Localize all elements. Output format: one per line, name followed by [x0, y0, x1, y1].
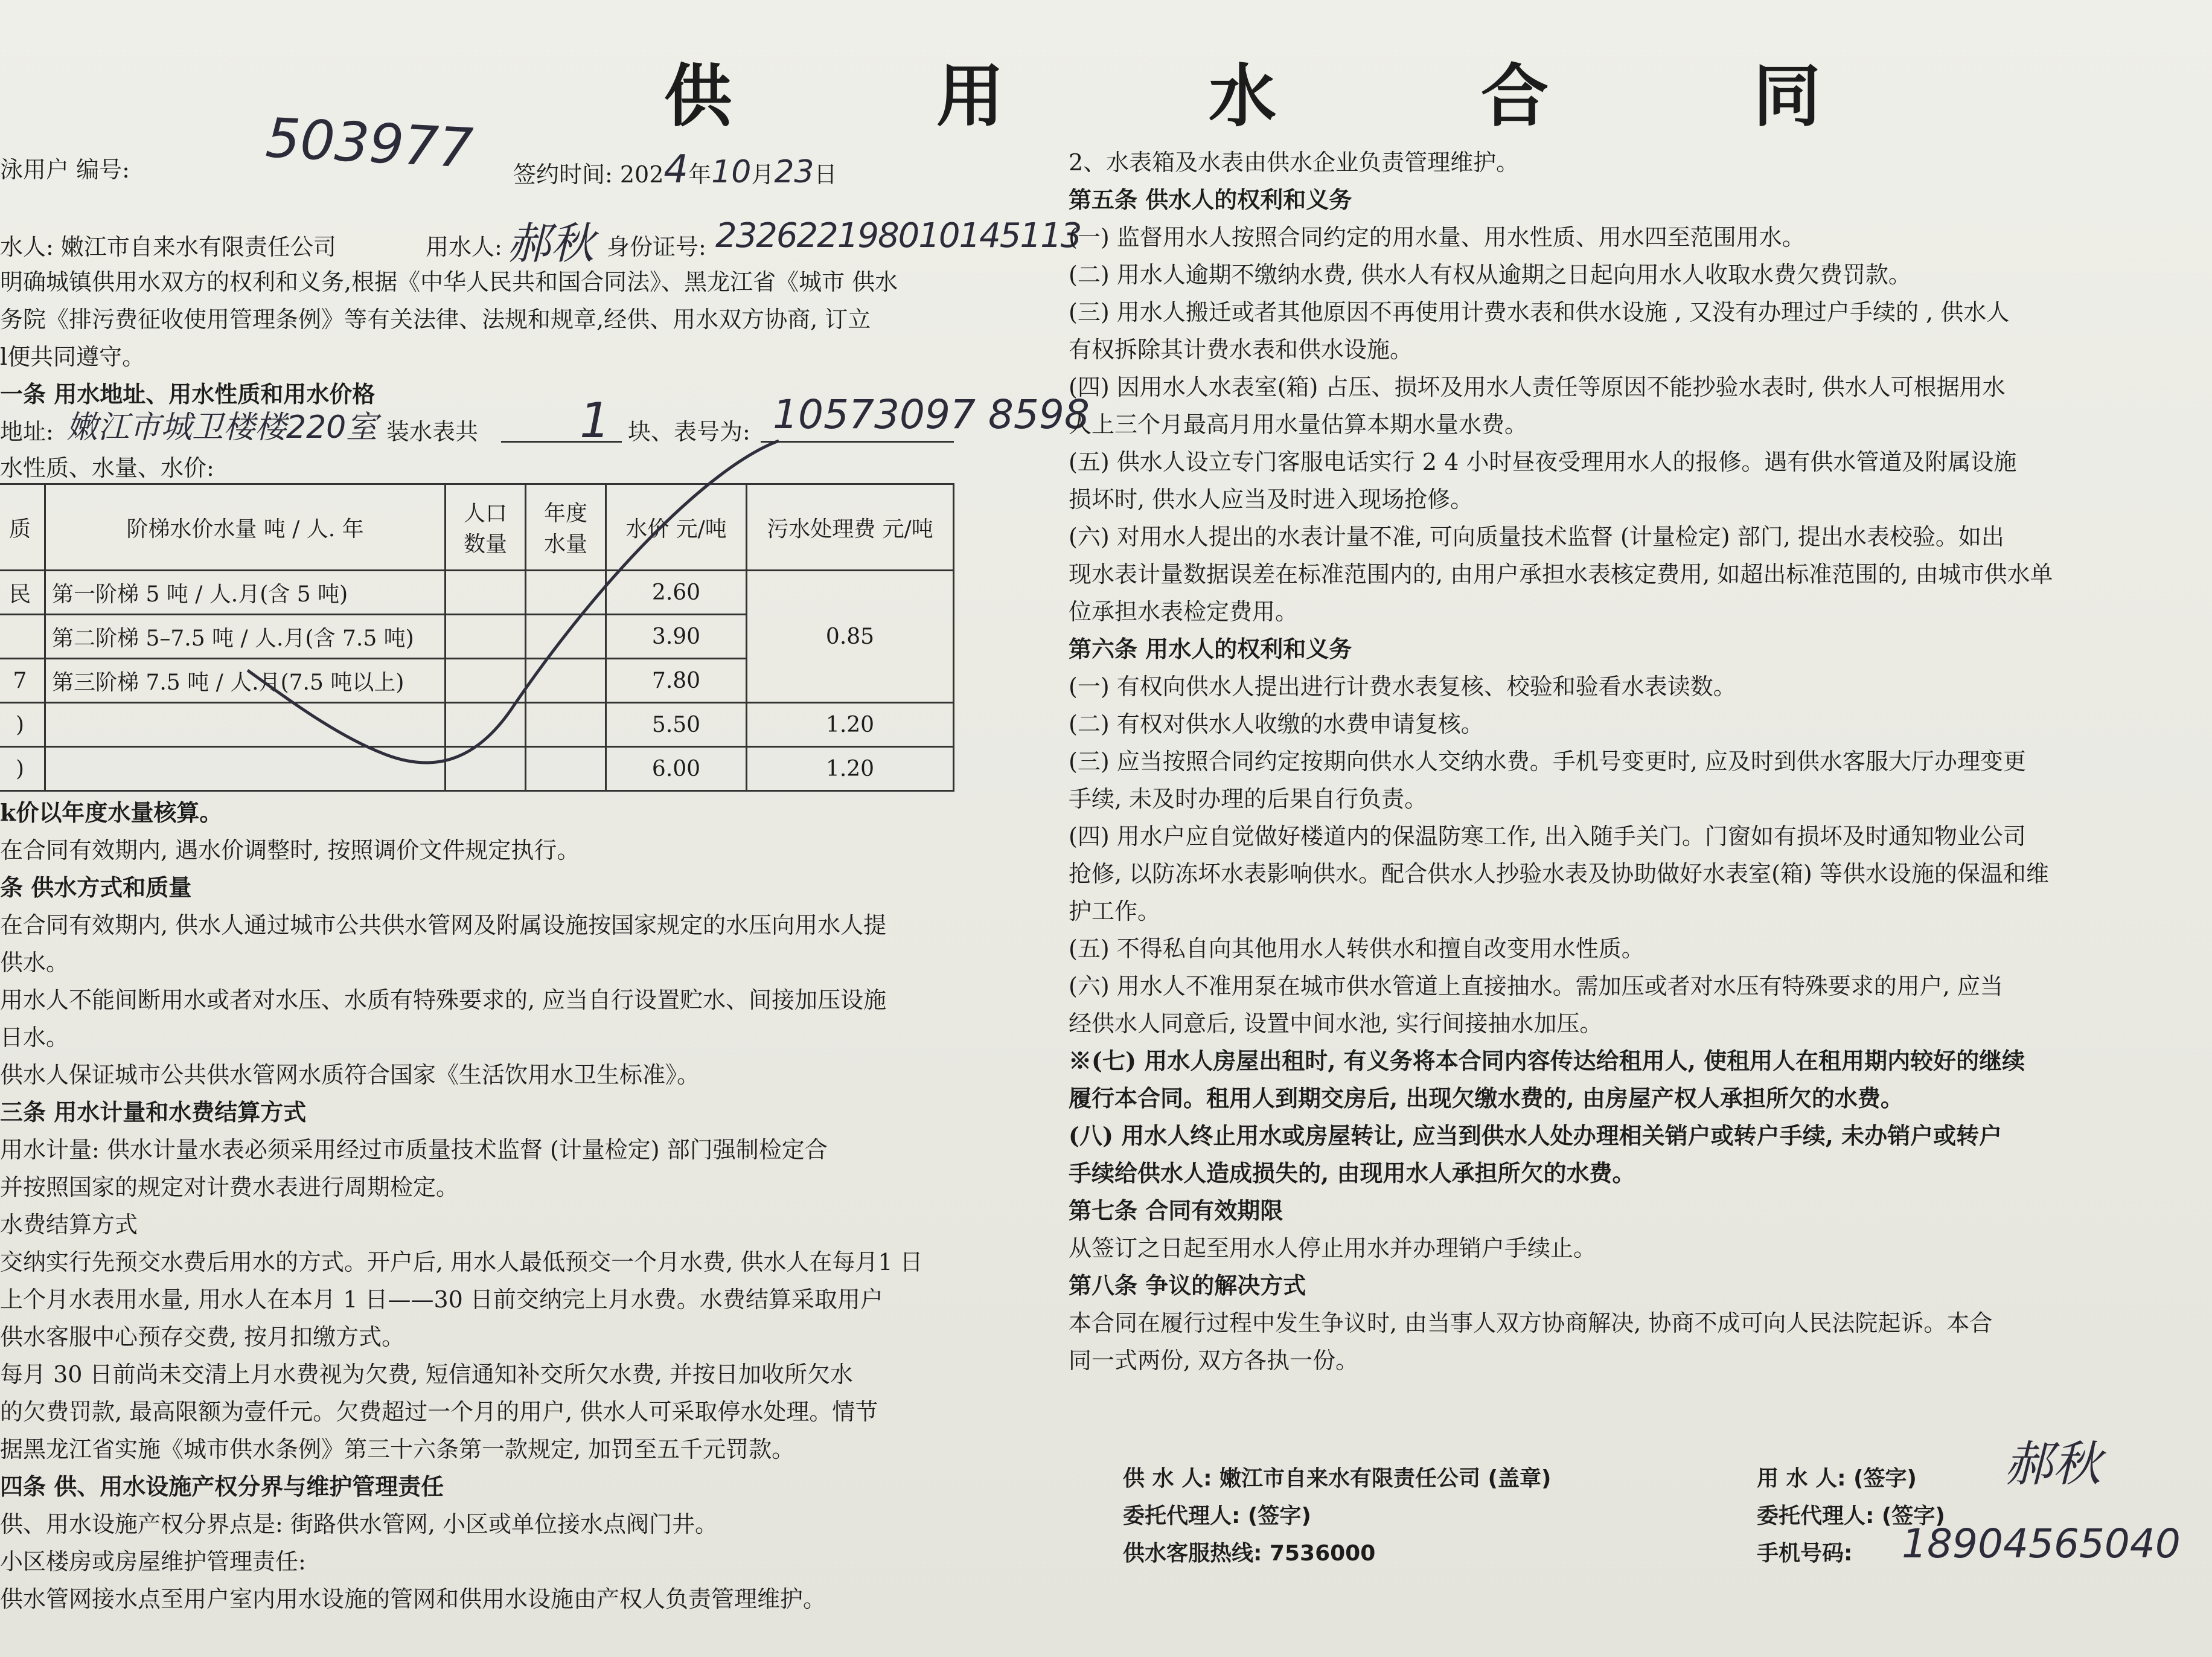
header-cell: 年度 水量 — [526, 484, 606, 571]
table-cell: 1.20 — [747, 747, 954, 791]
right-column-text — [1069, 144, 2167, 1379]
phone-number-handwritten: 18904565040 — [1902, 1521, 2181, 1567]
user-label: 用水人: — [426, 234, 502, 260]
body-line: (三) 用水人搬迁或者其他原因不再使用计费水表和供水设施 , 又没有办理过户手续的 , 供水人 — [1069, 299, 2010, 325]
body-line: 的欠费罚款, 最高限额为壹仟元。欠费超过一个月的用户, 供水人可采取停水处理。情节 — [0, 1399, 878, 1425]
body-line: (二) 有权对供水人收缴的水费申请复核。 — [1069, 711, 1484, 737]
body-line: 手续, 未及时办理的后果自行负责。 — [1069, 786, 1428, 812]
section-heading: 第五条 供水人的权利和义务 — [1069, 186, 1352, 213]
body-line: 供水。 — [0, 949, 69, 976]
intro-line: 务院《排污费征收使用管理条例》等有关法律、法规和规章,经供、用水双方协商, 订立 — [0, 306, 871, 333]
body-line: 人上三个月最高月用水量估算本期水量水费。 — [1069, 411, 1528, 438]
table-cell — [0, 615, 45, 659]
body-line: 现水表计量数据误差在标准范围内的, 由用户承担水表核定费用, 如超出标准范围的, 由城市供水单 — [1069, 561, 2053, 588]
body-line: (四) 用水户应自觉做好楼道内的保温防寒工作, 出入随手关门。门窗如有损坏及时通知物业公司 — [1069, 823, 2026, 850]
table-cell: 6.00 — [606, 747, 747, 791]
body-line: (一) 监督用水人按照合同约定的用水量、用水性质、用水四至范围用水。 — [1069, 224, 1805, 251]
body-line: 每月 30 日前尚未交清上月水费视为欠费, 短信通知补交所欠水费, 并按日加收所欠水 — [0, 1361, 853, 1388]
account-label: 泳用户 编号: — [0, 156, 130, 183]
address-label: 地址: — [0, 418, 54, 445]
id-number-handwritten: 232622198010145113 — [715, 216, 1081, 255]
section-heading: (八) 用水人终止用水或房屋转让, 应当到供水人处办理相关销户或转户手续, 未办销户或转户 — [1069, 1122, 2003, 1149]
account-number-handwritten: 503977 — [264, 106, 475, 181]
section-heading: 第七条 合同有效期限 — [1069, 1197, 1283, 1224]
body-line: 小区楼房或房屋维护管理责任: — [0, 1548, 306, 1575]
phone-label: 手机号码: — [1757, 1541, 1853, 1566]
meter-count-label: 装水表共 — [386, 418, 479, 445]
body-line: (一) 有权向供水人提出进行计费水表复核、校验和验看水表读数。 — [1069, 673, 1736, 700]
user-signature-handwritten: 郝秋 — [2004, 1436, 2101, 1492]
table-cell: 1.20 — [747, 703, 954, 747]
hotline-line: 供水客服热线: 7536000 — [1123, 1541, 1376, 1566]
body-line: 水费结算方式 — [0, 1211, 138, 1238]
table-cell: ) — [0, 703, 45, 747]
body-line: 交纳实行先预交水费后用水的方式。开户后, 用水人最低预交一个月水费, 供水人在每月1 日 — [0, 1249, 923, 1275]
user-signature-line: 用 水 人: (签字) — [1757, 1466, 1917, 1491]
id-label: 身份证号: — [607, 234, 706, 260]
table-cell: 0.85 — [747, 571, 954, 703]
table-cell: 民 — [0, 571, 45, 615]
header-cell: 人口 数量 — [446, 484, 526, 571]
header-cell: 污水处理费 元/吨 — [747, 484, 954, 571]
document-title: 供 用 水 合 同 — [664, 57, 1911, 136]
section-heading: 第六条 用水人的权利和义务 — [1069, 635, 1352, 662]
section-heading: k价以年度水量核算。 — [0, 799, 223, 826]
body-line: (四) 因用水人水表室(箱) 占压、损坏及用水人责任等原因不能抄验水表时, 供水人可根据用水 — [1069, 374, 2006, 400]
body-line: 有权拆除其计费水表和供水设施。 — [1069, 336, 1413, 363]
body-line: 上个月水表用水量, 用水人在本月 1 日——30 日前交纳完上月水费。水费结算采取用户 — [0, 1286, 883, 1313]
body-line: (三) 应当按照合同约定按期向供水人交纳水费。手机号变更时, 应及时到供水客服大厅办理变更 — [1069, 748, 2026, 775]
body-line: 损坏时, 供水人应当及时进入现场抢修。 — [1069, 486, 1474, 513]
supplier-label: 水人: 嫩江市自来水有限责任公司 — [0, 234, 336, 260]
section-heading: 四条 供、用水设施产权分界与维护管理责任 — [0, 1473, 444, 1500]
address-handwritten: 嫩江市城卫楼楼220室 — [66, 409, 378, 446]
body-line: 2、水表箱及水表由供水企业负责管理维护。 — [1069, 149, 1520, 176]
body-line: 同一式两份, 双方各执一份。 — [1069, 1347, 1359, 1374]
table-cell: 第一阶梯 5 吨 / 人.月(含 5 吨) — [45, 571, 446, 615]
body-line: 供、用水设施产权分界点是: 街路供水管网, 小区或单位接水点阀门井。 — [0, 1511, 718, 1537]
body-line: 本合同在履行过程中发生争议时, 由当事人双方协商解决, 协商不成可向人民法院起诉。本合 — [1069, 1310, 1993, 1336]
body-line: 抢修, 以防冻坏水表影响供水。配合供水人抄验水表及协助做好水表室(箱) 等供水设施的保温和维 — [1069, 861, 2049, 887]
body-line: 在合同有效期内, 遇水价调整时, 按照调价文件规定执行。 — [0, 837, 580, 864]
header-cell: 质 — [0, 484, 45, 571]
intro-line: 明确城镇供用水双方的权利和义务,根据《中华人民共和国合同法》、黑龙江省《城市 供水 — [0, 269, 898, 295]
left-column-text — [0, 794, 966, 1618]
body-line: 日水。 — [0, 1024, 69, 1051]
body-line: (五) 供水人设立专门客服电话实行 2 4 小时昼夜受理用水人的报修。遇有供水管道及附属设施 — [1069, 449, 2017, 475]
table-cell: 7 — [0, 659, 45, 703]
body-line: 并按照国家的规定对计费水表进行周期检定。 — [0, 1174, 459, 1200]
body-line: 用水计量: 供水计量水表必须采用经过市质量技术监督 (计量检定) 部门强制检定合 — [0, 1136, 828, 1163]
body-line: 位承担水表检定费用。 — [1069, 598, 1299, 625]
body-line: 经供水人同意后, 设置中间水池, 实行间接抽水加压。 — [1069, 1010, 1603, 1037]
section-heading: 第八条 争议的解决方式 — [1069, 1272, 1306, 1299]
supplier-agent-line: 委托代理人: (签字) — [1123, 1504, 1311, 1528]
table-cell: 2.60 — [606, 571, 747, 615]
body-line: 供水管网接水点至用户室内用水设施的管网和供用水设施由产权人负责管理维护。 — [0, 1586, 826, 1612]
section-heading: 条 供水方式和质量 — [0, 874, 192, 901]
meter-number-label: 块、表号为: — [628, 418, 750, 445]
section-heading: 三条 用水计量和水费结算方式 — [0, 1098, 307, 1126]
header-cell: 阶梯水价水量 吨 / 人. 年 — [45, 484, 446, 571]
body-line: 护工作。 — [1069, 898, 1161, 925]
meter-number-handwritten: 10573097 8598 — [773, 391, 1090, 438]
table-cell: 5.50 — [606, 703, 747, 747]
user-agent-line: 委托代理人: (签字) — [1757, 1504, 1945, 1528]
table-cell: 第三阶梯 7.5 吨 / 人.月(7.5 吨以上) — [45, 659, 446, 703]
pen-scribble-mark — [229, 417, 833, 791]
table-cell: 3.90 — [606, 615, 747, 659]
article-1-heading: 一条 用水地址、用水性质和用水价格 — [0, 380, 376, 408]
intro-line: l便共同遵守。 — [0, 344, 145, 370]
intro-paragraph — [0, 263, 966, 376]
section-heading: 手续给供水人造成损失的, 由现用水人承担所欠的水费。 — [1069, 1159, 1635, 1187]
table-cell: ) — [0, 747, 45, 791]
body-line: 在合同有效期内, 供水人通过城市公共供水管网及附属设施按国家规定的水压向用水人提 — [0, 912, 887, 938]
body-line: 供水客服中心预存交费, 按月扣缴方式。 — [0, 1324, 405, 1350]
user-name-handwritten: 郝秋 — [507, 218, 595, 269]
body-line: 从签订之日起至用水人停止用水并办理销户手续止。 — [1069, 1235, 1597, 1261]
header-cell: 水价 元/吨 — [606, 484, 747, 571]
body-line: 用水人不能间断用水或者对水压、水质有特殊要求的, 应当自行设置贮水、间接加压设施 — [0, 987, 887, 1013]
body-line: (六) 用水人不准用泵在城市供水管道上直接抽水。需加压或者对水压有特殊要求的用户, 应当 — [1069, 973, 2003, 999]
meter-count-handwritten: 1 — [580, 393, 610, 449]
section-heading: ※(七) 用水人房屋出租时, 有义务将本合同内容传达给租用人, 使租用人在租用期内较好的继续 — [1069, 1047, 2025, 1074]
section-heading: 履行本合同。租用人到期交房后, 出现欠缴水费的, 由房屋产权人承担所欠的水费。 — [1069, 1085, 1904, 1112]
body-line: (五) 不得私自向其他用水人转供水和擅自改变用水性质。 — [1069, 935, 1645, 962]
table-cell: 7.80 — [606, 659, 747, 703]
supplier-signature-line: 供 水 人: 嫩江市自来水有限责任公司 (盖章) — [1123, 1466, 1552, 1491]
body-line: 供水人保证城市公共供水管网水质符合国家《生活饮用水卫生标准》。 — [0, 1062, 700, 1088]
body-line: (六) 对用水人提出的水表计量不准, 可向质量技术监督 (计量检定) 部门, 提出水表校验。如出 — [1069, 524, 2004, 550]
sign-date: 签约时间: 2024年10月23日 — [513, 147, 837, 192]
water-nature-line: 水性质、水量、水价: — [0, 455, 214, 481]
body-line: (二) 用水人逾期不缴纳水费, 供水人有权从逾期之日起向用水人收取水费欠费罚款。 — [1069, 261, 1911, 288]
table-cell: 第二阶梯 5–7.5 吨 / 人.月(含 7.5 吨) — [45, 615, 446, 659]
body-line: 据黑龙江省实施《城市供水条例》第三十六条第一款规定, 加罚至五千元罚款。 — [0, 1436, 795, 1463]
